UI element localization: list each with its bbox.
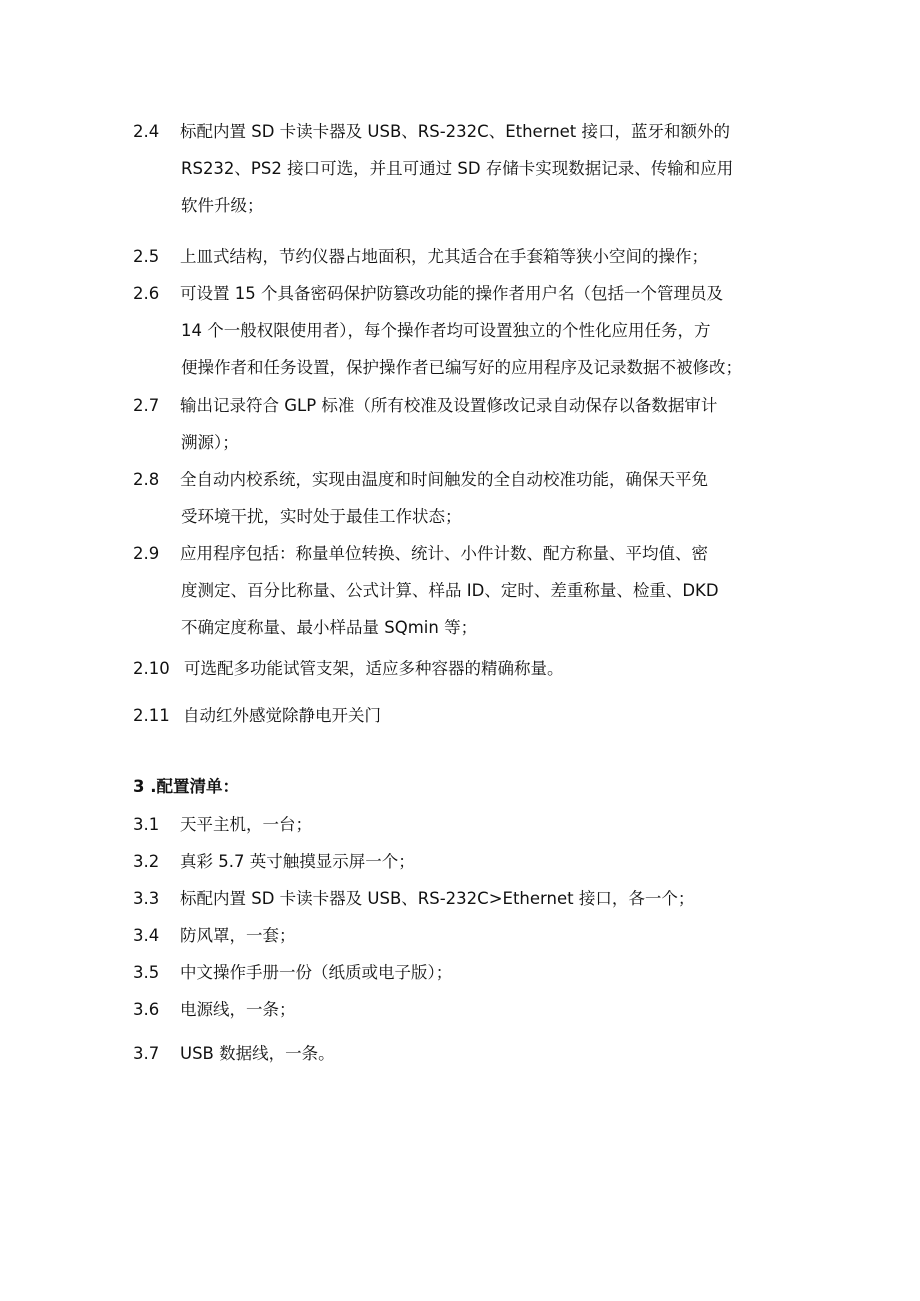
config-item-text: 标配内置 SD 卡读卡器及 USB、RS-232C>Ethernet 接口，各一个； xyxy=(180,889,695,908)
spec-item-line: 不确定度称量、最小样品量 SQmin 等； xyxy=(181,618,478,637)
config-item-3-2 xyxy=(133,843,793,880)
config-item-number: 3.7 xyxy=(133,1044,160,1063)
spec-item-line: 便操作者和任务设置，保护操作者已编写好的应用程序及记录数据不被修改； xyxy=(181,358,742,377)
spec-item-line: 输出记录符合 GLP 标准（所有校准及设置修改记录自动保存以备数据审计 xyxy=(180,396,718,415)
config-item-number: 3.6 xyxy=(133,1000,160,1019)
spec-item-number: 2.8 xyxy=(133,470,160,489)
spec-item-line: 溯源）； xyxy=(181,433,239,452)
config-item-number: 3.3 xyxy=(133,889,160,908)
spec-item-number: 2.10 xyxy=(133,659,170,678)
spec-item-number: 2.5 xyxy=(133,247,160,266)
spec-item-number: 2.4 xyxy=(133,122,160,141)
spec-item-number: 2.11 xyxy=(133,706,170,725)
spec-item-line: 应用程序包括：称量单位转换、统计、小件计数、配方称量、平均值、密 xyxy=(180,544,708,563)
spec-item-2-9 xyxy=(133,535,793,646)
section-title-config-list: 3 .配置清单： xyxy=(133,777,239,796)
config-item-text: 电源线，一条； xyxy=(180,1000,296,1019)
spec-item-2-11 xyxy=(133,697,793,734)
config-item-3-4 xyxy=(133,917,793,954)
spec-item-2-5 xyxy=(133,238,793,275)
config-item-3-1 xyxy=(133,806,793,843)
spec-item-line: 上皿式结构，节约仪器占地面积，尤其适合在手套箱等狭小空间的操作； xyxy=(180,247,708,266)
spec-item-2-6 xyxy=(133,275,793,386)
config-item-number: 3.5 xyxy=(133,963,160,982)
spec-item-line: 可设置 15 个具备密码保护防篡改功能的操作者用户名（包括一个管理员及 xyxy=(180,284,723,303)
config-item-text: 真彩 5.7 英寸触摸显示屏一个； xyxy=(180,852,415,871)
spec-item-line: 度测定、百分比称量、公式计算、样品 ID、定时、差重称量、检重、DKD xyxy=(181,581,719,600)
spec-item-number: 2.9 xyxy=(133,544,160,563)
config-item-number: 3.1 xyxy=(133,815,160,834)
spec-item-2-4 xyxy=(133,113,793,224)
config-item-3-7 xyxy=(133,1035,793,1072)
spec-item-line: 可选配多功能试管支架，适应多种容器的精确称量。 xyxy=(184,659,564,678)
spec-item-line: 标配内置 SD 卡读卡器及 USB、RS-232C、Ethernet 接口，蓝牙和额外的 xyxy=(180,122,731,141)
spec-item-line: 自动红外感觉除静电开关门 xyxy=(183,706,381,725)
config-item-number: 3.2 xyxy=(133,852,160,871)
config-item-text: 天平主机，一台； xyxy=(180,815,312,834)
spec-item-number: 2.6 xyxy=(133,284,160,303)
spec-item-2-8 xyxy=(133,461,793,535)
spec-item-2-10 xyxy=(133,650,793,687)
spec-item-line: 软件升级； xyxy=(181,196,264,215)
spec-item-number: 2.7 xyxy=(133,396,160,415)
config-item-number: 3.4 xyxy=(133,926,160,945)
config-item-text: 防风罩，一套； xyxy=(180,926,296,945)
spec-item-line: 受环境干扰，实时处于最佳工作状态； xyxy=(181,507,462,526)
spec-item-line: 14 个一般权限使用者），每个操作者均可设置独立的个性化应用任务，方 xyxy=(181,321,711,340)
config-item-text: USB 数据线，一条。 xyxy=(180,1044,335,1063)
config-item-3-5 xyxy=(133,954,793,991)
config-item-3-3 xyxy=(133,880,793,917)
config-item-text: 中文操作手册一份（纸质或电子版）； xyxy=(180,963,453,982)
spec-item-line: RS232、PS2 接口可选，并且可通过 SD 存储卡实现数据记录、传输和应用 xyxy=(181,159,734,178)
spec-item-line: 全自动内校系统，实现由温度和时间触发的全自动校准功能，确保天平免 xyxy=(180,470,708,489)
spec-item-2-7 xyxy=(133,387,793,461)
config-item-3-6 xyxy=(133,991,793,1028)
